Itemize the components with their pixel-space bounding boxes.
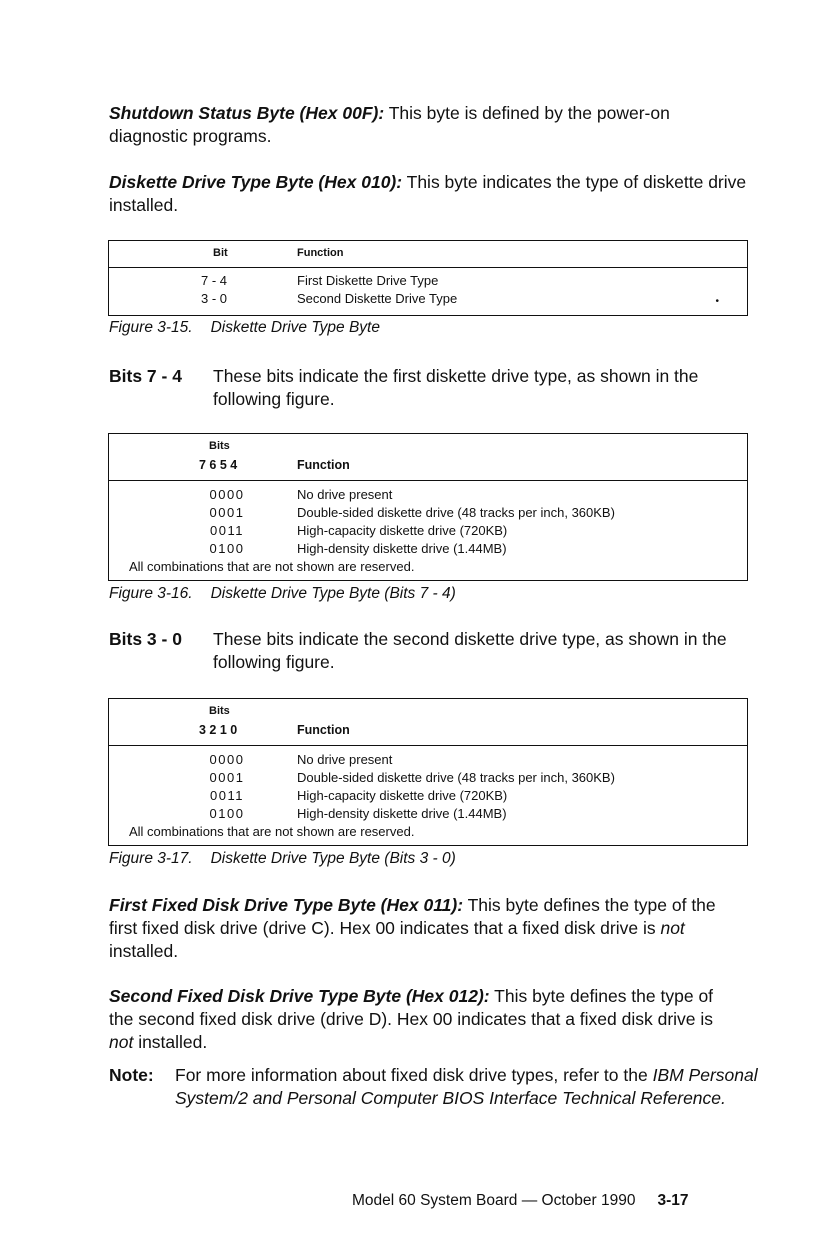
header-function: Function (297, 458, 350, 472)
caption-number: Figure 3-17. (109, 850, 193, 867)
function-cell: No drive present (297, 487, 393, 502)
bits-3-0-label: Bits 3 - 0 (109, 629, 182, 649)
second-fixed-text-a: This byte defines the type of the second fixed disk drive (drive D). Hex 00 indicates that a fixed disk drive is (109, 986, 714, 1029)
function-cell: High-capacity diskette drive (720KB) (297, 523, 508, 538)
bits-7-4-label: Bits 7 - 4 (109, 366, 182, 386)
caption-text: Diskette Drive Type Byte (Bits 7 - 4) (210, 585, 456, 602)
bits-cell: 0011 (210, 788, 244, 803)
bullet-mark: • (715, 296, 719, 307)
bits-cell: 0011 (210, 523, 244, 538)
first-fixed-heading: First Fixed Disk Drive Type Byte (Hex 011): (109, 895, 464, 915)
figure-3-17-table (108, 698, 748, 846)
second-fixed-not: not (109, 1032, 134, 1052)
table-header (109, 434, 747, 481)
header-bit-numbers: 7 6 5 4 (199, 458, 238, 472)
header-function: Function (297, 723, 350, 737)
function-cell: High-density diskette drive (1.44MB) (297, 541, 507, 556)
figure-3-17-caption (109, 850, 456, 868)
table-row (109, 522, 747, 540)
table-header (109, 241, 747, 268)
bits-3-0-block (109, 628, 749, 674)
header-bit: Bit (213, 247, 228, 259)
bit-cell: 3 - 0 (201, 291, 228, 306)
function-cell: No drive present (297, 752, 393, 767)
function-cell: First Diskette Drive Type (297, 273, 439, 288)
table-row (109, 290, 747, 308)
second-fixed-paragraph (109, 985, 739, 1054)
diskette-type-text: This byte indicates the type of diskette drive installed. (109, 172, 747, 215)
bits-cell: 0100 (209, 806, 245, 821)
caption-number: Figure 3-15. (109, 319, 193, 336)
note-block (109, 1064, 759, 1134)
note-body: For more information about fixed disk drive types, refer to the (175, 1065, 653, 1085)
note-label: Note: (109, 1065, 154, 1085)
table-header (109, 699, 747, 746)
caption-text: Diskette Drive Type Byte (Bits 3 - 0) (210, 850, 456, 867)
bits-cell: 0100 (209, 541, 245, 556)
table-row (109, 787, 747, 805)
note-reference: IBM Personal System/2 and Personal Computer BIOS Interface Technical Reference. (175, 1065, 758, 1108)
bit-cell: 7 - 4 (201, 273, 228, 288)
figure-3-16-caption (109, 585, 456, 603)
table-row (109, 805, 747, 823)
figure-3-16-table (108, 433, 748, 581)
note-text (175, 1064, 760, 1110)
header-bit-numbers: 3 2 1 0 (199, 723, 238, 737)
table-row (109, 540, 747, 558)
bits-3-0-text: These bits indicate the second diskette drive type, as shown in the following figure. (213, 629, 727, 672)
function-cell: High-density diskette drive (1.44MB) (297, 806, 507, 821)
first-fixed-paragraph (109, 894, 719, 963)
footer-text: Model 60 System Board — October 1990 (352, 1192, 636, 1209)
function-cell: High-capacity diskette drive (720KB) (297, 788, 508, 803)
bits-7-4-block (109, 365, 749, 411)
shutdown-heading: Shutdown Status Byte (Hex 00F): (109, 103, 385, 123)
table-note: All combinations that are not shown are reserved. (129, 559, 415, 574)
bits-cell: 0001 (209, 505, 245, 520)
function-cell: Double-sided diskette drive (48 tracks per inch, 360KB) (297, 770, 615, 785)
page-footer (352, 1192, 688, 1210)
figure-3-15-caption (109, 319, 380, 337)
shutdown-text: This byte is defined by the power-on diagnostic programs. (109, 103, 670, 146)
caption-text: Diskette Drive Type Byte (210, 319, 380, 336)
header-function: Function (297, 247, 344, 259)
first-fixed-text-b: installed. (109, 941, 179, 961)
second-fixed-text-b: installed. (133, 1032, 208, 1052)
second-fixed-heading: Second Fixed Disk Drive Type Byte (Hex 012): (109, 986, 490, 1006)
first-fixed-not: not (660, 918, 685, 938)
diskette-type-heading: Diskette Drive Type Byte (Hex 010): (109, 172, 403, 192)
table-row (109, 504, 747, 522)
diskette-type-paragraph (109, 171, 749, 217)
table-row (109, 272, 747, 290)
shutdown-paragraph (109, 102, 749, 148)
header-bits: Bits (209, 705, 230, 717)
table-row (109, 751, 747, 769)
bits-7-4-text: These bits indicate the first diskette drive type, as shown in the following figure. (213, 366, 699, 409)
figure-3-15-table (108, 240, 748, 316)
bits-cell: 0000 (209, 752, 245, 767)
caption-number: Figure 3-16. (109, 585, 193, 602)
bits-cell: 0001 (209, 770, 245, 785)
function-cell: Second Diskette Drive Type (297, 291, 458, 306)
bits-cell: 0000 (209, 487, 245, 502)
first-fixed-text-a: This byte defines the type of the first fixed disk drive (drive C). Hex 00 indicates that a fixed disk drive is (109, 895, 716, 938)
function-cell: Double-sided diskette drive (48 tracks per inch, 360KB) (297, 505, 615, 520)
header-bits: Bits (209, 440, 230, 452)
table-row (109, 769, 747, 787)
page-number: 3-17 (657, 1192, 689, 1209)
table-row (109, 486, 747, 504)
table-note: All combinations that are not shown are reserved. (129, 824, 415, 839)
